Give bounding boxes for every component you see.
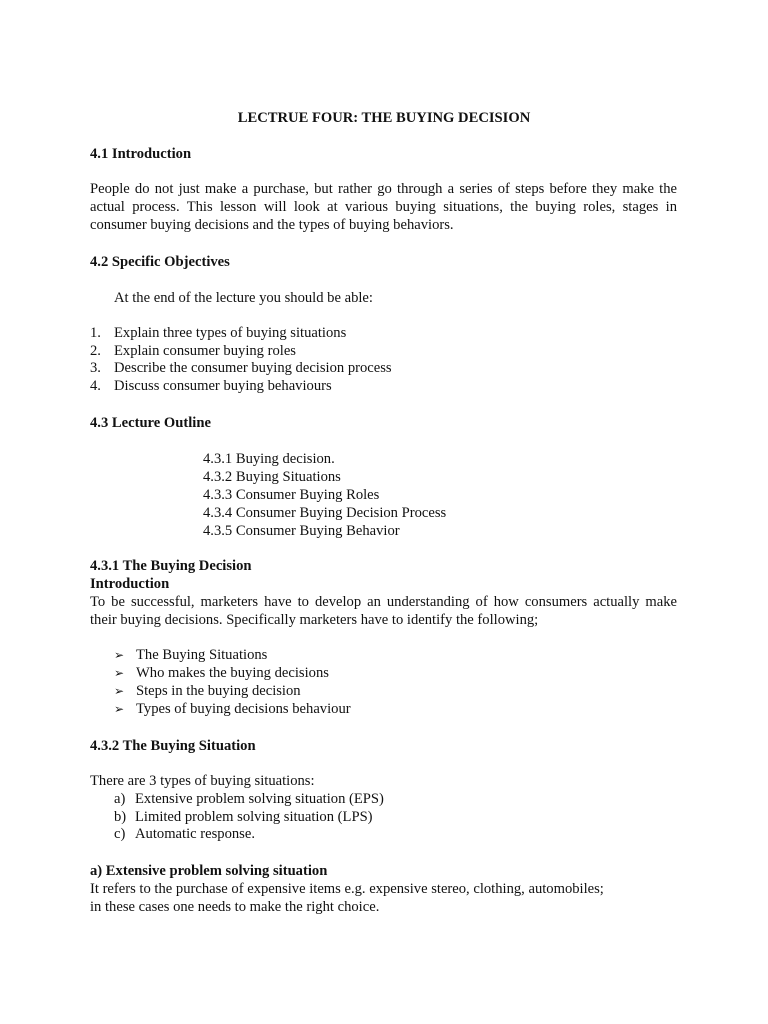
list-text: Explain consumer buying roles <box>114 342 296 359</box>
list-item <box>114 646 351 664</box>
list-letter: a) <box>114 791 126 807</box>
buying-situation-heading: 4.3.2 The Buying Situation <box>90 738 256 754</box>
arrow-bullet-icon: ➢ <box>114 648 125 662</box>
list-letter: b) <box>114 808 127 825</box>
eps-line: It refers to the purchase of expensive items e.g. expensive stereo, clothing, automobiles; <box>90 881 604 897</box>
list-text: Steps in the buying decision <box>136 683 301 699</box>
situations-list <box>114 790 384 843</box>
list-item <box>114 808 384 826</box>
buying-situation-lead: There are 3 types of buying situations: <box>90 773 315 789</box>
list-text: Explain three types of buying situations <box>114 325 347 341</box>
list-number: 2. <box>90 342 101 359</box>
arrow-bullet-icon: ➢ <box>114 684 125 698</box>
intro-heading: 4.1 Introduction <box>90 146 192 162</box>
list-number: 1. <box>90 325 101 341</box>
list-number: 3. <box>90 360 101 377</box>
intro-line: People do not just make a purchase, but rather go through a series of steps before they make the <box>90 181 677 197</box>
buying-decision-line: To be successful, marketers have to develop an understanding of how consumers actually make <box>90 594 677 610</box>
list-text: Discuss consumer buying behaviours <box>114 377 332 394</box>
outline-item: 4.3.1 Buying decision. <box>203 451 335 467</box>
arrow-list <box>114 646 351 718</box>
outline-item: 4.3.2 Buying Situations <box>203 469 341 485</box>
list-item <box>114 790 384 808</box>
list-item <box>90 359 392 377</box>
buying-decision-subheading: Introduction <box>90 576 170 592</box>
list-text: Types of buying decisions behaviour <box>136 701 351 717</box>
outline-item: 4.3.5 Consumer Buying Behavior <box>203 523 400 539</box>
objectives-list <box>90 324 392 394</box>
eps-heading: a) Extensive problem solving situation <box>90 863 328 879</box>
list-text: Automatic response. <box>135 826 255 842</box>
list-item <box>90 324 392 342</box>
arrow-bullet-icon: ➢ <box>114 702 125 716</box>
intro-paragraph <box>90 180 677 234</box>
list-text: Limited problem solving situation (LPS) <box>135 808 373 825</box>
outline-heading: 4.3 Lecture Outline <box>90 415 211 431</box>
list-text: The Buying Situations <box>136 647 268 663</box>
list-item <box>114 825 384 843</box>
list-number: 4. <box>90 377 101 394</box>
list-item <box>114 664 351 682</box>
lecture-title: LECTRUE FOUR: THE BUYING DECISION <box>237 110 531 126</box>
objectives-lead: At the end of the lecture you should be able: <box>114 290 373 306</box>
intro-line: consumer buying decisions and the types of buying behaviors. <box>90 217 454 233</box>
buying-decision-line: their buying decisions. Specifically marketers have to identify the following; <box>90 612 539 628</box>
outline-list <box>203 450 446 540</box>
buying-decision-paragraph <box>90 593 677 629</box>
list-item <box>114 682 351 700</box>
intro-line: actual process. This lesson will look at various buying situations, the buying roles, stages in <box>90 199 677 215</box>
eps-paragraph <box>90 880 690 916</box>
list-text: Extensive problem solving situation (EPS) <box>135 791 384 807</box>
eps-line: in these cases one needs to make the right choice. <box>90 899 380 915</box>
list-item <box>90 377 392 395</box>
list-text: Who makes the buying decisions <box>136 665 329 681</box>
list-letter: c) <box>114 826 126 842</box>
list-item <box>90 342 392 360</box>
arrow-bullet-icon: ➢ <box>114 666 125 680</box>
buying-decision-heading: 4.3.1 The Buying Decision <box>90 558 252 574</box>
list-item <box>114 700 351 718</box>
outline-item: 4.3.3 Consumer Buying Roles <box>203 487 380 503</box>
outline-item: 4.3.4 Consumer Buying Decision Process <box>203 505 447 521</box>
list-text: Describe the consumer buying decision process <box>114 360 392 377</box>
objectives-heading: 4.2 Specific Objectives <box>90 254 230 270</box>
